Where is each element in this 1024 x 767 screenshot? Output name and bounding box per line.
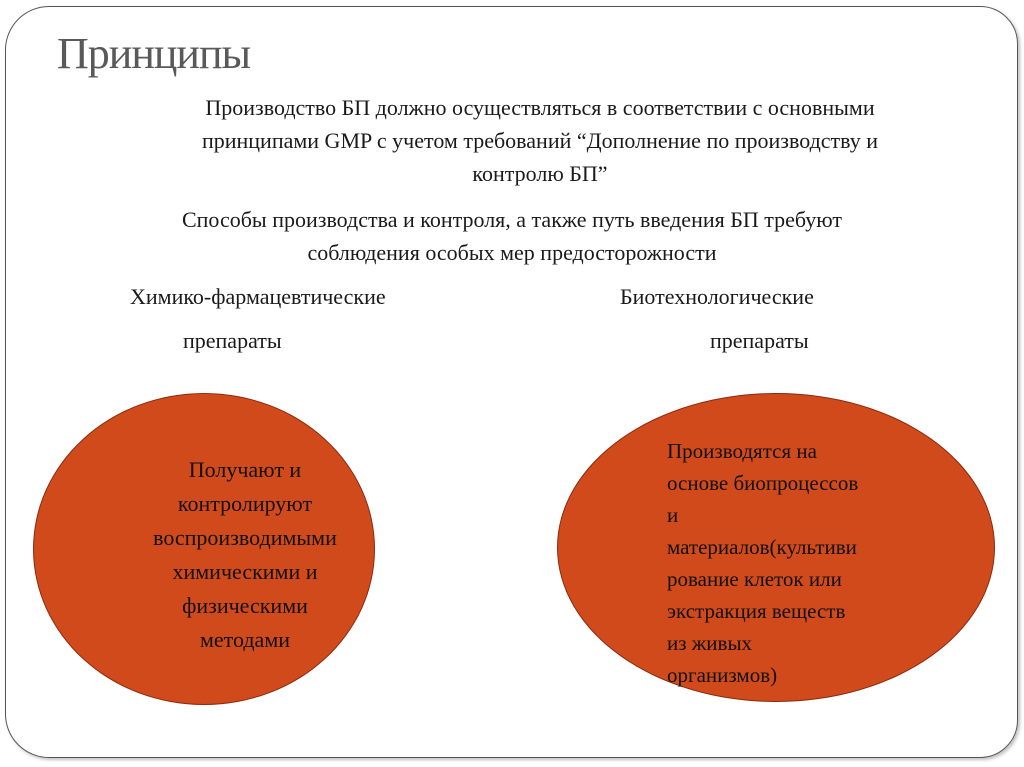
left-ellipse-text (95, 453, 395, 657)
paragraph1-line1: Производство БП должно осуществляться в соответствии с основными (205, 95, 875, 120)
left-heading-line1: Химико-фармацевтические (130, 284, 386, 309)
paragraph1-line2: принципами GMP с учетом требований “Дополнение по производству и (201, 128, 879, 153)
right-heading-line2: препараты (710, 328, 809, 353)
left-ellipse-line: химическими и (172, 559, 318, 584)
paragraph2-line1: Способы производства и контроля, а также путь введения БП требуют (181, 207, 843, 232)
left-ellipse-line: воспроизводимыми (153, 525, 337, 550)
paragraph1-line3: контролю БП” (472, 161, 608, 186)
right-ellipse-line: рование клеток или (667, 567, 842, 591)
right-ellipse-line: организмов) (667, 663, 778, 687)
right-ellipse-line: Производятся на (667, 439, 817, 463)
right-heading-line1: Биотехнологические (620, 284, 814, 309)
right-ellipse-line: и (667, 503, 679, 527)
right-ellipse-line: экстракция веществ (667, 599, 846, 623)
right-ellipse-text (667, 435, 858, 691)
slide-title: Принципы (57, 29, 251, 78)
left-ellipse-line: Получают и (188, 457, 302, 482)
right-ellipse-line: материалов(культиви (667, 535, 857, 559)
right-ellipse-line: из живых (667, 631, 753, 655)
left-ellipse-line: методами (199, 627, 291, 652)
left-ellipse-line: контролируют (177, 491, 313, 516)
paragraph2-line2: соблюдения особых мер предосторожности (307, 240, 717, 265)
right-ellipse-line: основе биопроцессов (667, 471, 859, 495)
left-heading-line2: препараты (183, 328, 282, 353)
left-ellipse-line: физическими (182, 593, 308, 618)
